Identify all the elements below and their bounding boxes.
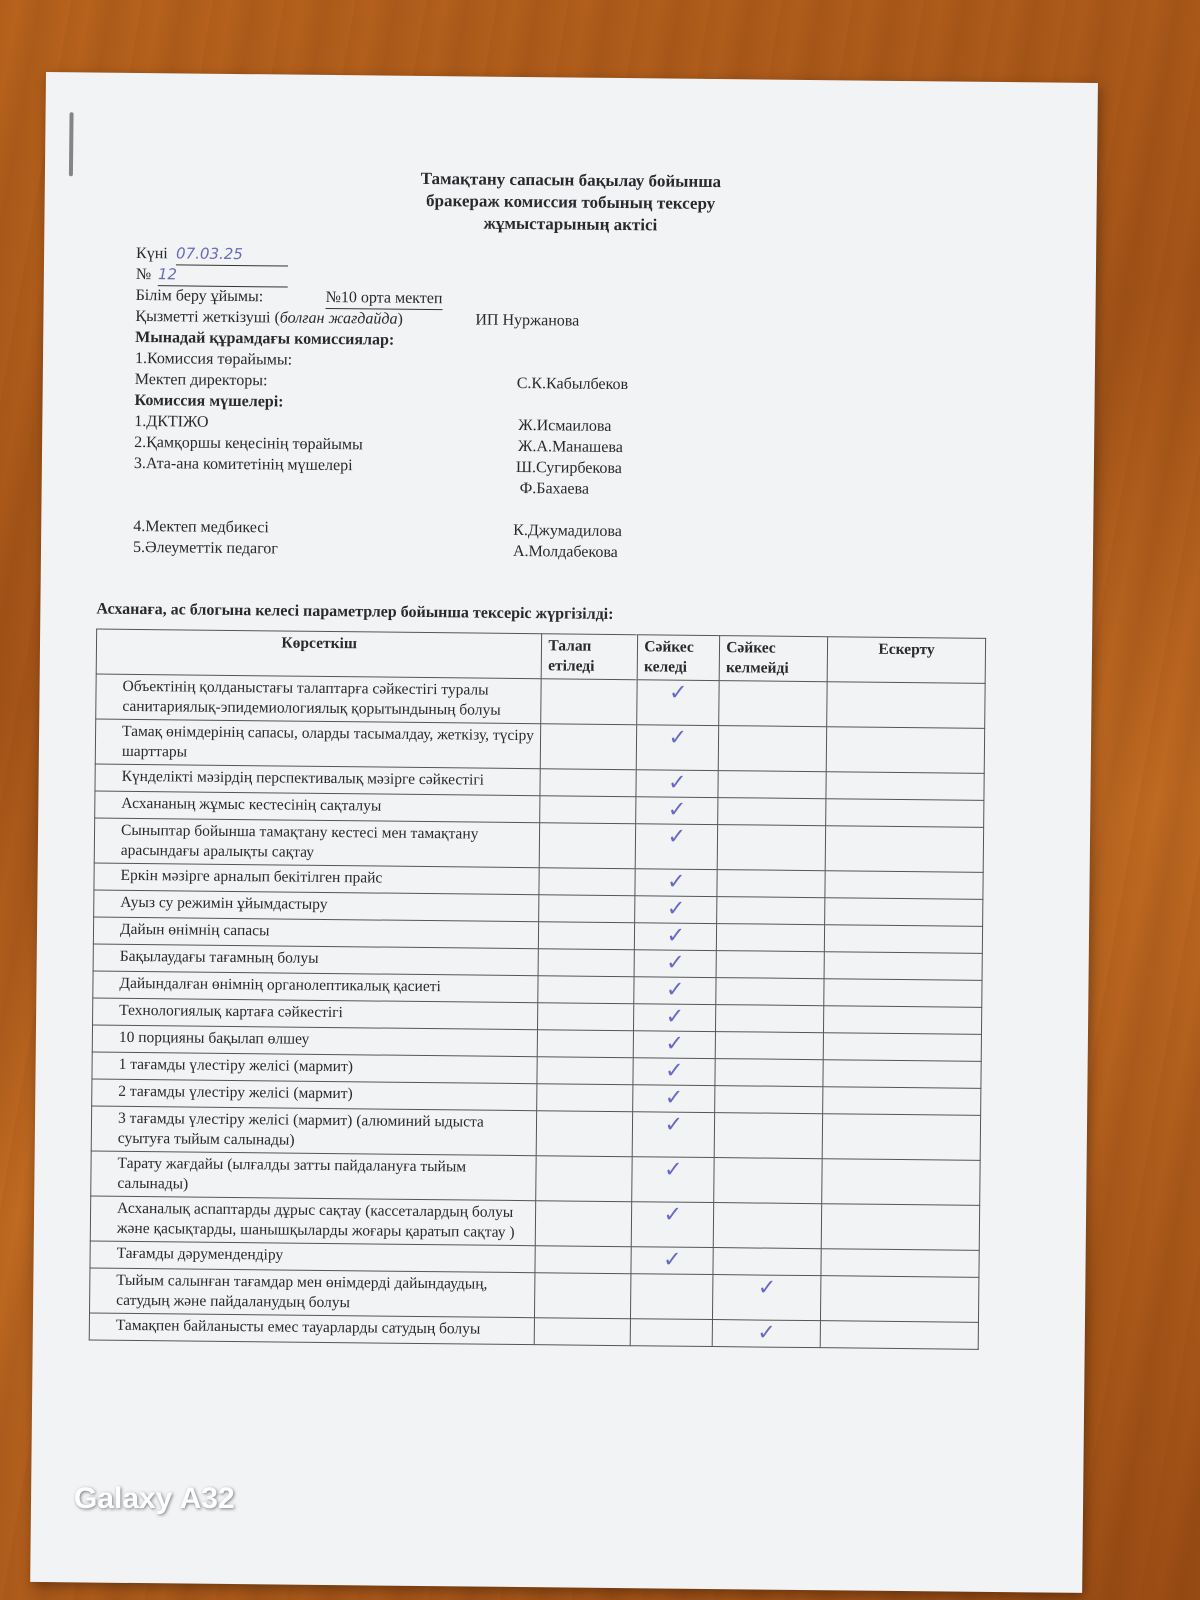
- row-indicator: 10 порцияны бақылап өлшеу: [92, 1025, 538, 1057]
- row-match: [634, 977, 716, 1005]
- check-mark-icon: ✓: [668, 725, 688, 751]
- row-indicator: Күнделікті мәзірдің перспективалық мәзірге сәйкестігі: [95, 764, 541, 796]
- row-nomatch: [717, 870, 825, 898]
- check-mark-icon: ✓: [663, 1157, 683, 1183]
- row-match: [633, 1085, 715, 1113]
- director-value: С.К.Кабылбеков: [516, 374, 629, 394]
- row-note: [827, 682, 985, 729]
- check-mark-icon: ✓: [664, 1058, 684, 1084]
- row-indicator: Асханалық аспаптарды дұрыс сақтау (кассеталардың болуы және қасықтарды, шанышқыларды жоғары қаратып сақтау ): [90, 1196, 536, 1246]
- check-mark-icon: ✓: [666, 950, 685, 976]
- row-match: [636, 797, 718, 825]
- row-nomatch: [716, 978, 824, 1006]
- row-match: [632, 1112, 714, 1158]
- number-label: №: [135, 265, 152, 284]
- title-line-1: Тамақтану сапасын бақылау бойынша: [420, 168, 722, 192]
- row-nomatch: [713, 1203, 821, 1249]
- row-required: [537, 1111, 633, 1157]
- row-required: [539, 868, 635, 896]
- row-note: [824, 925, 982, 954]
- row-nomatch: [715, 1059, 823, 1087]
- info-block: [133, 243, 996, 567]
- row-indicator: Тамақ өнімдерінің сапасы, оларды тасымалдау, жеткізу, түсіру шарттары: [95, 719, 541, 769]
- inspection-heading: Асханаға, ас блогына келесі параметрлер бойынша тексеріс жүргізілді:: [96, 600, 614, 623]
- row-nomatch: [716, 1005, 824, 1033]
- row-match: [637, 725, 719, 771]
- row-note: [822, 1159, 980, 1206]
- row-match: [634, 950, 716, 978]
- row-required: [535, 1273, 631, 1319]
- number-value: 12: [158, 264, 288, 287]
- supplier-label-italic: болған жағдайда: [279, 309, 398, 328]
- member-label: 4.Мектеп медбикесі: [133, 517, 269, 537]
- row-indicator: 2 тағамды үлестіру желісі (мармит): [92, 1079, 538, 1111]
- check-mark-icon: ✓: [666, 923, 686, 949]
- check-mark-icon: ✓: [663, 1202, 683, 1228]
- row-note: [824, 1006, 982, 1035]
- row-indicator: Дайын өнімнің сапасы: [93, 917, 539, 949]
- row-required: [537, 1084, 633, 1112]
- title-line-3: жұмыстарының актісі: [483, 213, 658, 235]
- row-match: [632, 1202, 714, 1248]
- row-match: [636, 770, 718, 798]
- row-nomatch: [719, 681, 827, 727]
- row-note: [820, 1321, 978, 1350]
- row-note: [825, 826, 983, 873]
- row-note: [823, 1060, 981, 1089]
- row-required: [540, 769, 636, 797]
- row-note: [823, 1033, 981, 1062]
- row-required: [538, 1030, 634, 1058]
- row-indicator: Тыйым салынған тағамдар мен өнімдерді дайындаудың, сатудың және пайдаланудың болуы: [90, 1268, 536, 1318]
- table-body: [89, 674, 985, 1349]
- supplier-label-start: Қызметті жеткізуші (: [135, 307, 280, 327]
- header-required: Талап етіледі: [542, 634, 638, 680]
- check-mark-icon: ✓: [665, 1004, 685, 1030]
- row-indicator: Дайындалған өнімнің органолептикалық қасиеті: [93, 971, 539, 1003]
- row-nomatch: [717, 924, 825, 952]
- row-match: [635, 824, 717, 870]
- commission-heading-text: Мынадай құрамдағы комиссиялар:: [135, 328, 395, 349]
- document-title: [44, 164, 1097, 241]
- member-name: А.Молдабекова: [512, 542, 618, 562]
- row-indicator: Сыныптар бойынша тамақтану кестесі мен тамақтану арасындағы аралықты сақтау: [94, 818, 540, 868]
- row-nomatch: [718, 798, 826, 826]
- check-mark-icon: ✓: [757, 1275, 777, 1301]
- row-nomatch: [714, 1158, 822, 1204]
- row-match: [634, 1004, 716, 1032]
- row-nomatch: [714, 1113, 822, 1159]
- row-indicator: Тамақпен байланысты емес тауарларды сатудың болуы: [89, 1313, 535, 1345]
- row-required: [538, 949, 634, 977]
- check-mark-icon: ✓: [757, 1320, 776, 1346]
- row-match: [631, 1247, 713, 1275]
- member-name: Ф.Бахаева: [519, 479, 590, 498]
- row-note: [821, 1276, 979, 1323]
- row-note: [824, 952, 982, 981]
- row-note: [825, 898, 983, 927]
- inspection-table: [89, 629, 986, 1350]
- check-mark-icon: ✓: [666, 869, 686, 895]
- row-note: [821, 1249, 979, 1278]
- supplier-label: [135, 306, 403, 330]
- member-name: Ж.А.Манашева: [518, 437, 623, 457]
- row-nomatch: [718, 726, 826, 772]
- row-note: [826, 727, 984, 774]
- row-required: [540, 796, 636, 824]
- member-name: Ш.Сугирбекова: [515, 458, 622, 478]
- members-heading-text: Комиссия мүшелері:: [134, 391, 284, 411]
- member-label: 5.Әлеуметтік педагог: [132, 538, 278, 558]
- row-indicator: Тарату жағдайы (ылғалды затты пайдалануға тыйым салынады): [91, 1151, 537, 1201]
- row-nomatch: [715, 1086, 823, 1114]
- check-mark-icon: ✓: [664, 1112, 684, 1138]
- row-required: [536, 1201, 632, 1247]
- row-indicator: Бақылаудағы тағамның болуы: [93, 944, 539, 976]
- row-indicator: Объектінің қолданыстағы талаптарға сәйкестігі туралы санитариялық-эпидемиологиялық қорытындының болуы: [96, 674, 542, 724]
- paper-sheet: [30, 72, 1098, 1593]
- row-indicator: Асхананың жұмыс кестесінің сақталуы: [95, 791, 541, 823]
- row-indicator: 3 тағамды үлестіру желісі (мармит) (алюминий ыдыста суытуға тыйым салынады): [91, 1106, 537, 1156]
- row-note: [823, 1087, 981, 1116]
- check-mark-icon: ✓: [665, 977, 685, 1003]
- row-required: [541, 724, 637, 770]
- check-mark-icon: ✓: [666, 896, 686, 922]
- check-mark-icon: ✓: [662, 1247, 682, 1273]
- row-required: [539, 922, 635, 950]
- row-indicator: Тағамды дәрумендендіру: [90, 1241, 536, 1273]
- check-mark-icon: ✓: [667, 770, 687, 796]
- date-value: 07.03.25: [176, 243, 288, 266]
- member-label: 2.Қамқоршы кеңесінің төрайымы: [134, 433, 363, 454]
- supplier-label-end: ): [397, 310, 403, 328]
- row-nomatch: [715, 1032, 823, 1060]
- row-required: [539, 895, 635, 923]
- row-indicator: 1 тағамды үлестіру желісі (мармит): [92, 1052, 538, 1084]
- row-match: [637, 680, 719, 726]
- row-note: [825, 871, 983, 900]
- row-note: [822, 1114, 980, 1161]
- row-match: [630, 1319, 712, 1347]
- row-match: [633, 1031, 715, 1059]
- header-nomatch: Сәйкес келмейді: [719, 636, 827, 682]
- row-match: [635, 923, 717, 951]
- row-required: [536, 1156, 632, 1202]
- check-mark-icon: ✓: [667, 797, 687, 823]
- check-mark-icon: ✓: [665, 1031, 684, 1057]
- row-match: [635, 869, 717, 897]
- header-match: Сәйкес келеді: [637, 635, 719, 681]
- check-mark-icon: ✓: [668, 680, 688, 706]
- row-nomatch: [716, 951, 824, 979]
- row-nomatch: [717, 897, 825, 925]
- row-required: [538, 976, 634, 1004]
- row-note: [826, 772, 984, 801]
- member-label: 1.ДКТІЖО: [134, 412, 209, 431]
- member-name: К.Джумадилова: [513, 521, 622, 541]
- row-required: [541, 679, 637, 725]
- row-indicator: Технологиялық картаға сәйкестігі: [93, 998, 539, 1030]
- row-nomatch: [713, 1275, 821, 1321]
- row-nomatch: [717, 825, 825, 871]
- org-value: №10 орта мектеп: [326, 287, 443, 310]
- org-label: Білім беру ұйымы:: [135, 286, 264, 306]
- row-match: [632, 1157, 714, 1203]
- row-match: [635, 896, 717, 924]
- member-name: Ж.Исмаилова: [518, 416, 612, 435]
- row-note: [824, 979, 982, 1008]
- header-indicator: Көрсеткіш: [96, 629, 542, 679]
- row-note: [826, 799, 984, 828]
- date-label: Күні: [136, 244, 168, 263]
- row-required: [535, 1246, 631, 1274]
- row-nomatch: [712, 1320, 820, 1348]
- check-mark-icon: ✓: [667, 824, 687, 850]
- director-label: Мектеп директоры:: [134, 370, 268, 390]
- check-mark-icon: ✓: [664, 1085, 684, 1111]
- row-indicator: Еркін мәзірге арналып бекітілген прайс: [94, 863, 540, 895]
- row-match: [631, 1274, 713, 1320]
- camera-watermark: Galaxy A32: [74, 1482, 235, 1515]
- row-required: [540, 823, 636, 869]
- row-indicator: Ауыз су режимін ұйымдастыру: [94, 890, 540, 922]
- row-required: [537, 1057, 633, 1085]
- row-nomatch: [713, 1248, 821, 1276]
- row-required: [535, 1318, 631, 1346]
- row-required: [538, 1003, 634, 1031]
- chair-heading-text: 1.Комиссия төрайымы:: [134, 349, 293, 369]
- member-label: 3.Ата-ана комитетінің мүшелері: [133, 454, 353, 475]
- title-line-2: бракераж комиссия тобының тексеру: [425, 190, 716, 214]
- supplier-value: ИП Нуржанова: [475, 311, 580, 330]
- row-nomatch: [718, 771, 826, 799]
- row-match: [633, 1058, 715, 1086]
- header-note: Ескерту: [827, 637, 985, 684]
- row-note: [821, 1204, 979, 1251]
